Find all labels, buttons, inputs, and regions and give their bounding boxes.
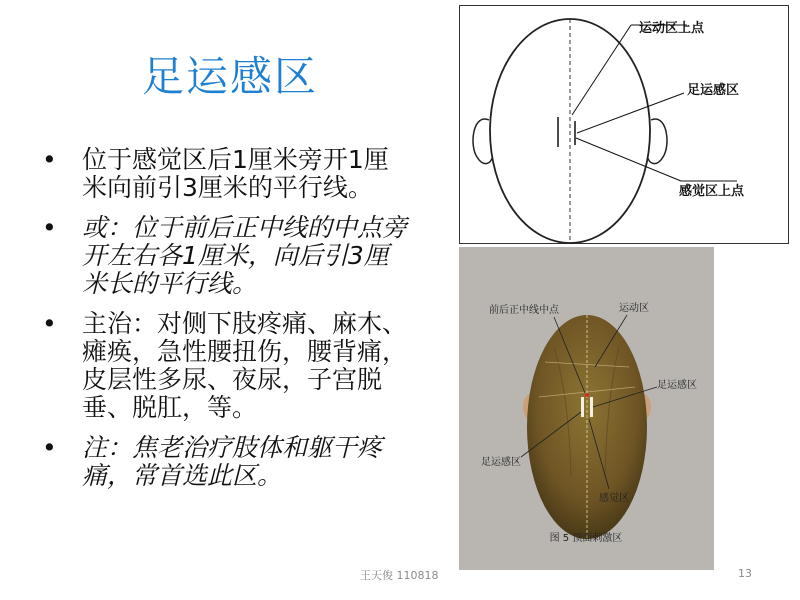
bullet-symbol: • (42, 309, 57, 338)
bullet-item (38, 434, 410, 490)
bullet-text: 注：焦老治疗肢体和躯干疼痛，常首选此区。 (82, 433, 383, 490)
label-foot-motor-area-left: 足运感区 (481, 457, 521, 468)
head-diagram-figure (459, 5, 789, 244)
label-sensory-area: 感觉区 (599, 493, 629, 504)
foot-motor-mark-left (581, 397, 584, 417)
figure-caption: 图 5 顶面刺激区 (549, 533, 623, 544)
bullet-item (38, 146, 410, 202)
label-motor-upper-point: 运动区上点 (639, 21, 705, 36)
label-sensory-upper-point: 感觉区上点 (679, 184, 745, 199)
bullet-symbol: • (42, 145, 57, 174)
bullet-text: 或：位于前后正中线的中点旁开左右各1厘米，向后引3厘米长的平行线。 (82, 213, 408, 298)
label-foot-motor-area-right: 足运感区 (657, 380, 697, 391)
scalp-illustration-figure (459, 247, 714, 570)
bullet-list (38, 146, 410, 502)
bullet-symbol: • (42, 213, 57, 242)
midline-midpoint-dot (585, 393, 589, 397)
label-motor-area: 运动区 (619, 303, 649, 314)
label-foot-motor-area: 足运感区 (687, 83, 740, 98)
bullet-text: 位于感觉区后1厘米旁开1厘米向前引3厘米的平行线。 (82, 145, 389, 202)
bullet-text: 主治：对侧下肢疼痛、麻木、瘫痪，急性腰扭伤，腰背痛，皮层性多尿、夜尿，子宫脱垂、脱肛，等。 (82, 309, 408, 422)
bullet-symbol: • (42, 433, 57, 462)
bullet-item (38, 214, 410, 298)
label-midline-midpoint: 前后正中线中点 (489, 305, 559, 316)
foot-motor-mark-right (590, 397, 593, 417)
footer-author: 王天俊 110818 (360, 569, 439, 582)
bullet-item (38, 310, 410, 422)
slide-title: 足运感区 (141, 52, 318, 101)
page-number: 13 (738, 567, 752, 580)
